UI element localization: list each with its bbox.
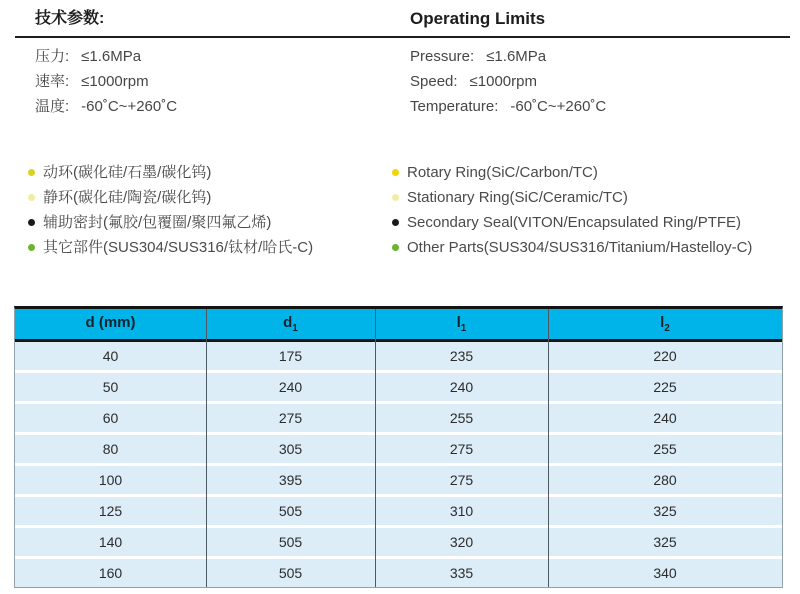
list-item [392,185,752,210]
cell-d1: 505 [278,565,303,581]
param-value: ≤1.6MPa [81,48,142,65]
list-item-label: 其它部件(SUS304/SUS316/钛材/哈氏-C) [43,239,314,256]
cell-l2: 220 [653,348,677,364]
cell-l1: 310 [449,503,474,519]
param-value: -60˚C~+260˚C [510,98,607,115]
list-item [28,235,313,260]
column-header-d1: $d_1$ [283,314,298,334]
cell-d1: 505 [278,503,303,519]
cell-d1: 175 [278,348,303,364]
dimension-table-body [15,309,782,587]
cell-d: 140 [98,534,123,550]
bullet-icon [28,244,35,251]
bullet-icon [28,194,35,201]
cell-l1: 275 [449,472,474,488]
param-value: ≤1000rpm [469,73,537,90]
param-row-pressure-cn [35,44,177,69]
cell-l2: 280 [653,472,677,488]
list-item-label: Stationary Ring(SiC/Ceramic/TC) [407,189,628,206]
cell-d: 160 [98,565,123,581]
param-row-temperature-cn [35,94,177,119]
column-divider [548,309,549,587]
table-row [15,466,782,497]
column-header-l2: $l_2$ [660,314,670,334]
operating-limits-rows [410,44,606,119]
materials-list-cn [28,160,313,260]
tech-params-rows-cn [35,44,177,119]
cell-l1: 335 [449,565,474,581]
cell-l1: 235 [449,348,474,364]
bullet-icon [392,219,399,226]
list-item [392,160,752,185]
param-label: 温度: [35,98,70,115]
list-item [28,185,313,210]
param-row-speed [410,69,606,94]
table-row [15,528,782,559]
bullet-icon [28,219,35,226]
tech-params-title-cn: 技术参数: [35,10,105,27]
list-item-label: Rotary Ring(SiC/Carbon/TC) [407,164,598,181]
list-item-label: 静环(碳化硅/陶瓷/碳化钨) [43,189,212,206]
list-item-label: Secondary Seal(VITON/Encapsulated Ring/PTFE) [407,214,742,231]
param-value: -60˚C~+260˚C [81,98,178,115]
bullet-icon [392,244,399,251]
cell-d: 125 [98,503,123,519]
cell-l2: 225 [653,379,677,395]
table-row [15,342,782,373]
column-header-d: d (mm) [85,314,136,331]
cell-d: 40 [102,348,119,364]
param-row-pressure [410,44,606,69]
table-header-row [15,309,782,342]
param-label: Speed: [410,73,458,90]
list-item [28,210,313,235]
column-divider [375,309,376,587]
cell-l2: 325 [653,503,677,519]
table-row [15,435,782,466]
list-item-label: Other Parts(SUS304/SUS316/Titanium/Hastelloy-C) [407,239,753,256]
bullet-icon [392,194,399,201]
cell-d1: 275 [278,410,303,426]
cell-d: 50 [102,379,119,395]
bullet-icon [28,169,35,176]
cell-l2: 240 [653,410,677,426]
cell-l1: 320 [449,534,474,550]
list-item-label: 动环(碳化硅/石墨/碳化钨) [43,164,212,181]
cell-d1: 505 [278,534,303,550]
table-row [15,559,782,587]
cell-d: 100 [98,472,123,488]
param-value: ≤1.6MPa [486,48,547,65]
table-row [15,373,782,404]
cell-d1: 240 [278,379,303,395]
table-row [15,497,782,528]
param-label: Pressure: [410,48,475,65]
column-divider [206,309,207,587]
param-row-speed-cn [35,69,177,94]
cell-l2: 340 [653,565,677,581]
list-item [392,210,752,235]
param-label: Temperature: [410,98,499,115]
cell-l1: 255 [449,410,474,426]
list-item [28,160,313,185]
param-label: 压力: [35,48,70,65]
cell-d1: 305 [278,441,303,457]
list-item-label: 辅助密封(氟胶/包覆圈/聚四氟乙烯) [43,214,272,231]
dimension-table [14,306,783,588]
cell-d: 80 [102,441,119,457]
bullet-icon [392,169,399,176]
materials-list-en [392,160,752,260]
cell-d1: 395 [278,472,303,488]
list-item [392,235,752,260]
cell-l1: 275 [449,441,474,457]
table-row [15,404,782,435]
param-row-temperature [410,94,606,119]
cell-d: 60 [102,410,119,426]
cell-l2: 325 [653,534,677,550]
cell-l1: 240 [449,379,474,395]
operating-limits-en [410,6,606,119]
column-header-l1: $l_1$ [456,314,467,334]
param-label: 速率: [35,73,70,90]
tech-params-cn [35,6,177,119]
cell-l2: 255 [653,441,677,457]
operating-limits-title: Operating Limits [410,9,546,28]
param-value: ≤1000rpm [81,73,149,90]
